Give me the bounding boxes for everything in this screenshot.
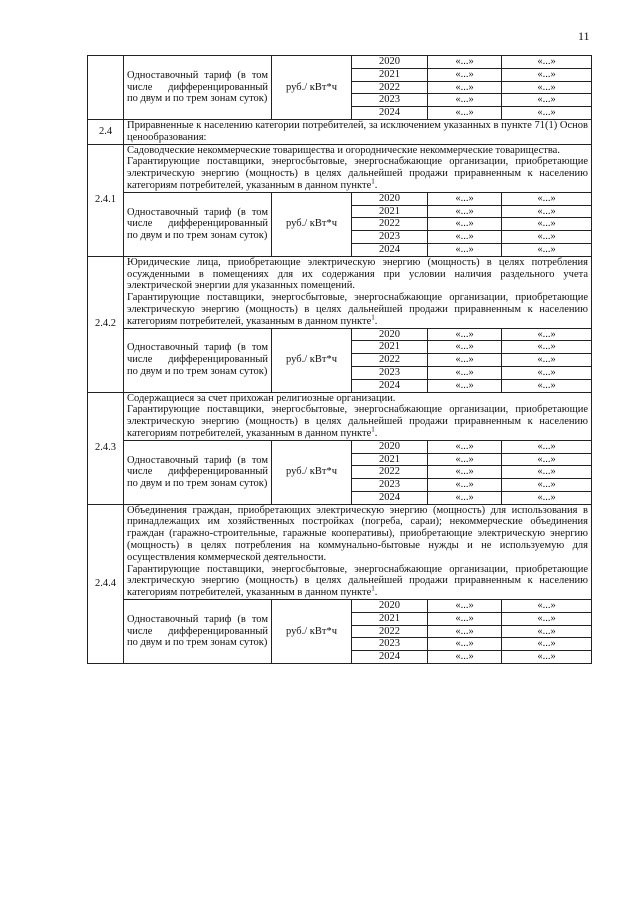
subsection-paragraph: Содержащиеся за счет прихожан религиозные организации.	[127, 392, 396, 404]
value-cell: «...»	[502, 453, 592, 466]
value-cell: «...»	[428, 612, 502, 625]
year-cell: 2024	[352, 491, 428, 504]
year-cell: 2022	[352, 625, 428, 638]
value-cell: «...»	[428, 466, 502, 479]
year-row	[88, 600, 592, 613]
item-number: 2.4.4	[88, 504, 124, 663]
value-cell: «...»	[428, 366, 502, 379]
year-cell: 2020	[352, 328, 428, 341]
item-number: 2.4.1	[88, 144, 124, 256]
subsection-description	[124, 144, 592, 192]
year-cell: 2021	[352, 68, 428, 81]
page-number: 11	[578, 29, 590, 43]
unit-cell: руб./ кВт*ч	[272, 328, 352, 392]
subsection-paragraph	[127, 292, 588, 327]
item-number: 2.4.2	[88, 256, 124, 392]
value-cell: «...»	[502, 94, 592, 107]
value-cell: «...»	[428, 328, 502, 341]
year-row	[88, 56, 592, 69]
subsection-description	[124, 256, 592, 328]
value-cell: «...»	[502, 107, 592, 120]
value-cell: «...»	[502, 243, 592, 256]
period: .	[374, 315, 378, 327]
value-cell: «...»	[428, 453, 502, 466]
year-row	[88, 192, 592, 205]
value-cell: «...»	[502, 479, 592, 492]
year-row	[88, 440, 592, 453]
footnote-mark: 1	[371, 425, 375, 434]
section-description: Приравненные к населению категории потребителей, за исключением указанных в пункте 71(1) Основ ценообразования:	[124, 119, 592, 144]
value-cell: «...»	[428, 68, 502, 81]
year-cell: 2023	[352, 94, 428, 107]
year-cell: 2021	[352, 205, 428, 218]
value-cell: «...»	[502, 440, 592, 453]
value-cell: «...»	[428, 638, 502, 651]
value-cell: «...»	[502, 341, 592, 354]
subsection-description-row	[88, 256, 592, 328]
subsection-paragraph	[127, 564, 588, 599]
unit-cell: руб./ кВт*ч	[272, 440, 352, 504]
value-cell: «...»	[502, 205, 592, 218]
value-cell: «...»	[502, 600, 592, 613]
subsection-description	[124, 504, 592, 599]
value-cell: «...»	[428, 651, 502, 664]
value-cell: «...»	[502, 379, 592, 392]
value-cell: «...»	[428, 205, 502, 218]
value-cell: «...»	[428, 625, 502, 638]
year-cell: 2021	[352, 612, 428, 625]
year-cell: 2023	[352, 366, 428, 379]
year-row	[88, 328, 592, 341]
value-cell: «...»	[502, 231, 592, 244]
year-cell: 2024	[352, 651, 428, 664]
value-cell: «...»	[502, 192, 592, 205]
tariff-label: Одноставочный тариф (в том числе дифференцированный по двум и по трем зонам суток)	[124, 328, 272, 392]
unit-cell: руб./ кВт*ч	[272, 56, 352, 120]
year-cell: 2023	[352, 231, 428, 244]
subsection-description	[124, 392, 592, 440]
year-cell: 2020	[352, 192, 428, 205]
unit-cell: руб./ кВт*ч	[272, 600, 352, 664]
value-cell: «...»	[502, 218, 592, 231]
year-cell: 2023	[352, 638, 428, 651]
supplier-text: Гарантирующие поставщики, энергосбытовые, энергоснабжающие организации, приобретающие электрическую энергию (мощность) в целях дальнейшей продажи приравненным к населению категориям потребителей, указанным в данном пункте	[127, 404, 588, 439]
item-number: 2.4	[88, 119, 124, 144]
subsection-paragraph	[127, 404, 588, 439]
section-row	[88, 119, 592, 144]
year-cell: 2021	[352, 453, 428, 466]
value-cell: «...»	[428, 192, 502, 205]
year-cell: 2024	[352, 107, 428, 120]
year-cell: 2022	[352, 466, 428, 479]
period: .	[374, 427, 378, 439]
period: .	[374, 179, 378, 191]
subsection-paragraph: Юридические лица, приобретающие электрическую энергию (мощность) в целях потребления осужденными в помещениях для их содержания при условии наличия раздельного учета электрической энергии для указанных помещений.	[127, 256, 588, 292]
value-cell: «...»	[428, 440, 502, 453]
year-cell: 2020	[352, 600, 428, 613]
value-cell: «...»	[502, 466, 592, 479]
subsection-paragraph	[127, 156, 588, 191]
value-cell: «...»	[428, 218, 502, 231]
value-cell: «...»	[428, 81, 502, 94]
subsection-paragraph: Садоводческие некоммерческие товарищества и огороднические некоммерческие товарищества.	[127, 144, 560, 156]
year-cell: 2024	[352, 243, 428, 256]
tariff-label: Одноставочный тариф (в том числе дифференцированный по двум и по трем зонам суток)	[124, 192, 272, 256]
item-number-empty	[88, 56, 124, 120]
value-cell: «...»	[502, 612, 592, 625]
supplier-text: Гарантирующие поставщики, энергосбытовые, энергоснабжающие организации, приобретающие электрическую энергию (мощность) в целях дальнейшей продажи приравненным к населению категориям потребителей, указанным в данном пункте	[127, 292, 588, 327]
unit-cell: руб./ кВт*ч	[272, 192, 352, 256]
year-cell: 2020	[352, 56, 428, 69]
value-cell: «...»	[428, 56, 502, 69]
year-cell: 2023	[352, 479, 428, 492]
value-cell: «...»	[428, 479, 502, 492]
footnote-mark: 1	[371, 313, 375, 322]
value-cell: «...»	[428, 491, 502, 504]
value-cell: «...»	[502, 625, 592, 638]
year-cell: 2022	[352, 81, 428, 94]
tariff-table	[87, 55, 592, 664]
value-cell: «...»	[428, 600, 502, 613]
value-cell: «...»	[428, 231, 502, 244]
tariff-label: Одноставочный тариф (в том числе дифференцированный по двум и по трем зонам суток)	[124, 440, 272, 504]
value-cell: «...»	[502, 491, 592, 504]
year-cell: 2020	[352, 440, 428, 453]
value-cell: «...»	[428, 243, 502, 256]
footnote-mark: 1	[371, 584, 375, 593]
subsection-description-row	[88, 392, 592, 440]
item-number: 2.4.3	[88, 392, 124, 504]
year-cell: 2022	[352, 218, 428, 231]
value-cell: «...»	[428, 354, 502, 367]
subsection-description-row	[88, 144, 592, 192]
subsection-description-row	[88, 504, 592, 599]
value-cell: «...»	[502, 366, 592, 379]
value-cell: «...»	[428, 94, 502, 107]
footnote-mark: 1	[371, 177, 375, 186]
value-cell: «...»	[502, 651, 592, 664]
value-cell: «...»	[502, 638, 592, 651]
supplier-text: Гарантирующие поставщики, энергосбытовые, энергоснабжающие организации, приобретающие электрическую энергию (мощность) в целях дальнейшей продажи приравненным к населению категориям потребителей, указанным в данном пункте	[127, 563, 588, 599]
period: .	[374, 587, 378, 599]
value-cell: «...»	[428, 107, 502, 120]
value-cell: «...»	[502, 81, 592, 94]
value-cell: «...»	[502, 68, 592, 81]
tariff-label: Одноставочный тариф (в том числе дифференцированный по двум и по трем зонам суток)	[124, 600, 272, 664]
value-cell: «...»	[428, 379, 502, 392]
year-cell: 2022	[352, 354, 428, 367]
year-cell: 2021	[352, 341, 428, 354]
value-cell: «...»	[502, 328, 592, 341]
value-cell: «...»	[502, 354, 592, 367]
subsection-paragraph: Объединения граждан, приобретающих электрическую энергию (мощность) для использования в принадлежащих им хозяйственных постройках (погреба, сараи); некоммерческие объединения граждан (гаражно-строительные, гаражные кооперативы), приобретающие электрическую энергию (мощность) в целях потребления на коммунально-бытовые нужды и не используемую для осуществления коммерческой деятельности.	[127, 504, 588, 563]
year-cell: 2024	[352, 379, 428, 392]
supplier-text: Гарантирующие поставщики, энергосбытовые, энергоснабжающие организации, приобретающие электрическую энергию (мощность) в целях дальнейшей продажи приравненным к населению категориям потребителей, указанным в данном пункте	[127, 156, 588, 191]
tariff-label: Одноставочный тариф (в том числе дифференцированный по двум и по трем зонам суток)	[124, 56, 272, 120]
value-cell: «...»	[502, 56, 592, 69]
value-cell: «...»	[428, 341, 502, 354]
